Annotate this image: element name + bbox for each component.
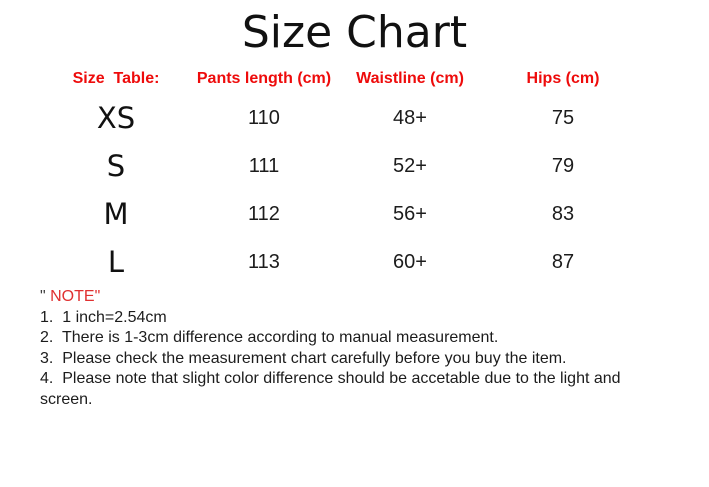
- waistline-value: 60+: [393, 250, 427, 273]
- table-row-m: [41, 190, 661, 238]
- hips-value: 83: [551, 202, 575, 225]
- table-row-l: [41, 238, 661, 286]
- table-row-xs: [41, 94, 661, 142]
- hips-value: 87: [551, 250, 575, 273]
- header-hips: Hips (cm): [526, 70, 600, 87]
- waistline-value: 56+: [393, 202, 427, 225]
- note-heading: [40, 287, 640, 308]
- header-waistline: Waistline (cm): [356, 70, 464, 87]
- note-item-4: 4. Please note that slight color difference should be accetable due to the light and screen.: [40, 370, 625, 408]
- hips-value: 79: [551, 154, 575, 177]
- table-row-s: [41, 142, 661, 190]
- note-heading-text: NOTE": [50, 288, 101, 305]
- note-item-3: 3. Please check the measurement chart carefully before you buy the item.: [40, 349, 567, 367]
- size-value: S: [106, 149, 126, 183]
- note-open-quote: ": [40, 288, 51, 305]
- pants-length-value: 113: [248, 250, 280, 273]
- header-size-table: Size Table:: [72, 70, 160, 87]
- pants-length-value: 111: [248, 154, 280, 177]
- pants-length-value: 112: [248, 202, 280, 225]
- waistline-value: 48+: [393, 106, 427, 129]
- size-value: M: [103, 197, 129, 231]
- note-item-2: 2. There is 1-3cm difference according to manual measurement.: [40, 329, 499, 346]
- note-item-1: 1. 1 inch=2.54cm: [40, 308, 167, 326]
- size-table: [41, 64, 661, 286]
- page-title: Size Chart: [241, 7, 468, 58]
- size-value: XS: [96, 101, 136, 135]
- waistline-value: 52+: [393, 154, 427, 177]
- hips-value: 75: [551, 106, 575, 129]
- size-value: L: [107, 245, 125, 279]
- size-table-header-row: [41, 64, 661, 94]
- pants-length-value: 110: [248, 106, 280, 129]
- header-pants-length: Pants length (cm): [196, 70, 332, 87]
- notes-section: [40, 287, 640, 410]
